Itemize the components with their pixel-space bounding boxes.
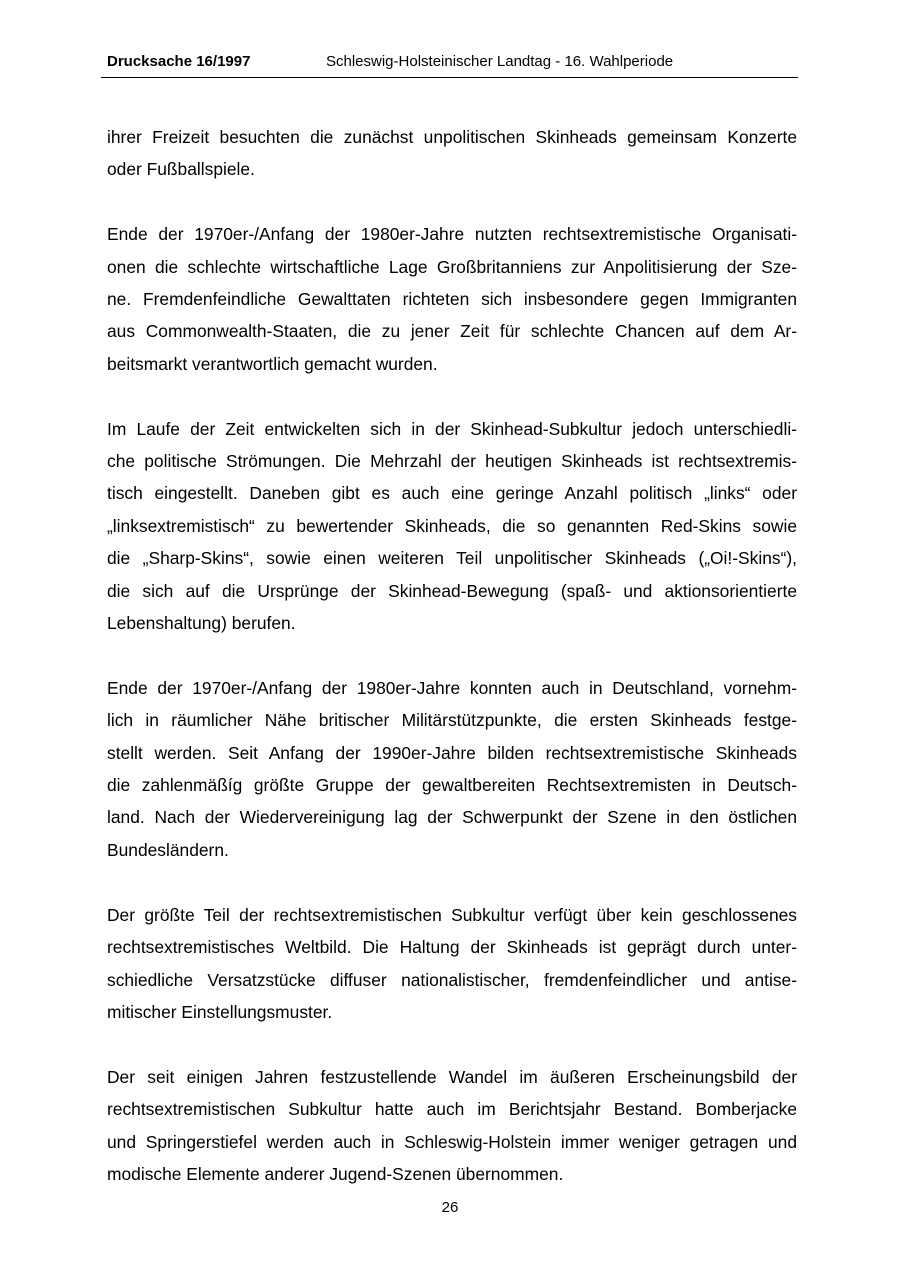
text-line: tisch eingestellt. Daneben gibt es auch eine geringe Anzahl politisch „links“ oder bbox=[107, 483, 797, 504]
paragraph bbox=[107, 1061, 797, 1191]
document-title: Schleswig-Holsteinischer Landtag - 16. Wahlperiode bbox=[326, 53, 674, 70]
paragraph bbox=[107, 413, 797, 640]
text-line: rechtsextremistisches Weltbild. Die Haltung der Skinheads ist geprägt durch unter- bbox=[107, 937, 797, 958]
text-line: ne. Fremdenfeindliche Gewalttaten richteten sich insbesondere gegen Immigranten bbox=[107, 289, 797, 310]
text-line: rechtsextremistischen Subkultur hatte auch im Berichtsjahr Bestand. Bomberjacke bbox=[107, 1099, 797, 1120]
text-line: onen die schlechte wirtschaftliche Lage Großbritanniens zur Anpolitisierung der Sze- bbox=[107, 256, 797, 277]
text-line: Der seit einigen Jahren festzustellende Wandel im äußeren Erscheinungsbild der bbox=[107, 1066, 797, 1087]
page-number: 26 bbox=[441, 1199, 459, 1216]
paragraph bbox=[107, 672, 797, 866]
text-line: che politische Strömungen. Die Mehrzahl der heutigen Skinheads ist rechtsextremis- bbox=[107, 451, 797, 472]
text-line: Ende der 1970er-/Anfang der 1980er-Jahre nutzten rechtsextremistische Organisati- bbox=[107, 224, 797, 245]
text-line: die sich auf die Ursprünge der Skinhead-Bewegung (spaß- und aktionsorientierte bbox=[107, 580, 797, 601]
text-line: schiedliche Versatzstücke diffuser nationalistischer, fremdenfeindlicher und antise- bbox=[107, 969, 797, 990]
text-line: „linksextremistisch“ zu bewertender Skinheads, die so genannten Red-Skins sowie bbox=[107, 515, 797, 536]
text-line: Ende der 1970er-/Anfang der 1980er-Jahre konnten auch in Deutschland, vornehm- bbox=[107, 677, 797, 698]
text-line: Bundesländern. bbox=[107, 839, 229, 860]
page-header bbox=[101, 51, 798, 78]
text-line: modische Elemente anderer Jugend-Szenen übernommen. bbox=[107, 1163, 564, 1184]
body-text bbox=[107, 121, 797, 1223]
text-line: aus Commonwealth-Staaten, die zu jener Zeit für schlechte Chancen auf dem Ar- bbox=[107, 321, 797, 342]
text-line: mitischer Einstellungsmuster. bbox=[107, 1001, 333, 1022]
text-line: und Springerstiefel werden auch in Schleswig-Holstein immer weniger getragen und bbox=[107, 1131, 797, 1152]
text-line: Der größte Teil der rechtsextremistischen Subkultur verfügt über kein geschlossenes bbox=[107, 904, 797, 925]
text-line: die „Sharp-Skins“, sowie einen weiteren Teil unpolitischer Skinheads („Oi!-Skins“), bbox=[107, 548, 797, 569]
text-line: Im Laufe der Zeit entwickelten sich in der Skinhead-Subkultur jedoch unterschiedli- bbox=[107, 418, 797, 439]
paragraph bbox=[107, 899, 797, 1029]
text-line: land. Nach der Wiedervereinigung lag der Schwerpunkt der Szene in den östlichen bbox=[107, 807, 797, 828]
text-line: lich in räumlicher Nähe britischer Militärstützpunkte, die ersten Skinheads festge- bbox=[107, 710, 797, 731]
text-line: stellt werden. Seit Anfang der 1990er-Jahre bilden rechtsextremistische Skinheads bbox=[107, 742, 797, 763]
document-number: Drucksache 16/1997 bbox=[107, 53, 251, 70]
text-line: beitsmarkt verantwortlich gemacht wurden. bbox=[107, 353, 438, 374]
text-line: die zahlenmäßíg größte Gruppe der gewaltbereiten Rechtsextremisten in Deutsch- bbox=[107, 775, 797, 796]
text-line: Lebenshaltung) berufen. bbox=[107, 613, 296, 634]
paragraph bbox=[107, 218, 797, 380]
text-line: ihrer Freizeit besuchten die zunächst unpolitischen Skinheads gemeinsam Konzerte bbox=[107, 127, 797, 147]
text-line: oder Fußballspiele. bbox=[107, 159, 255, 180]
paragraph bbox=[107, 121, 797, 186]
